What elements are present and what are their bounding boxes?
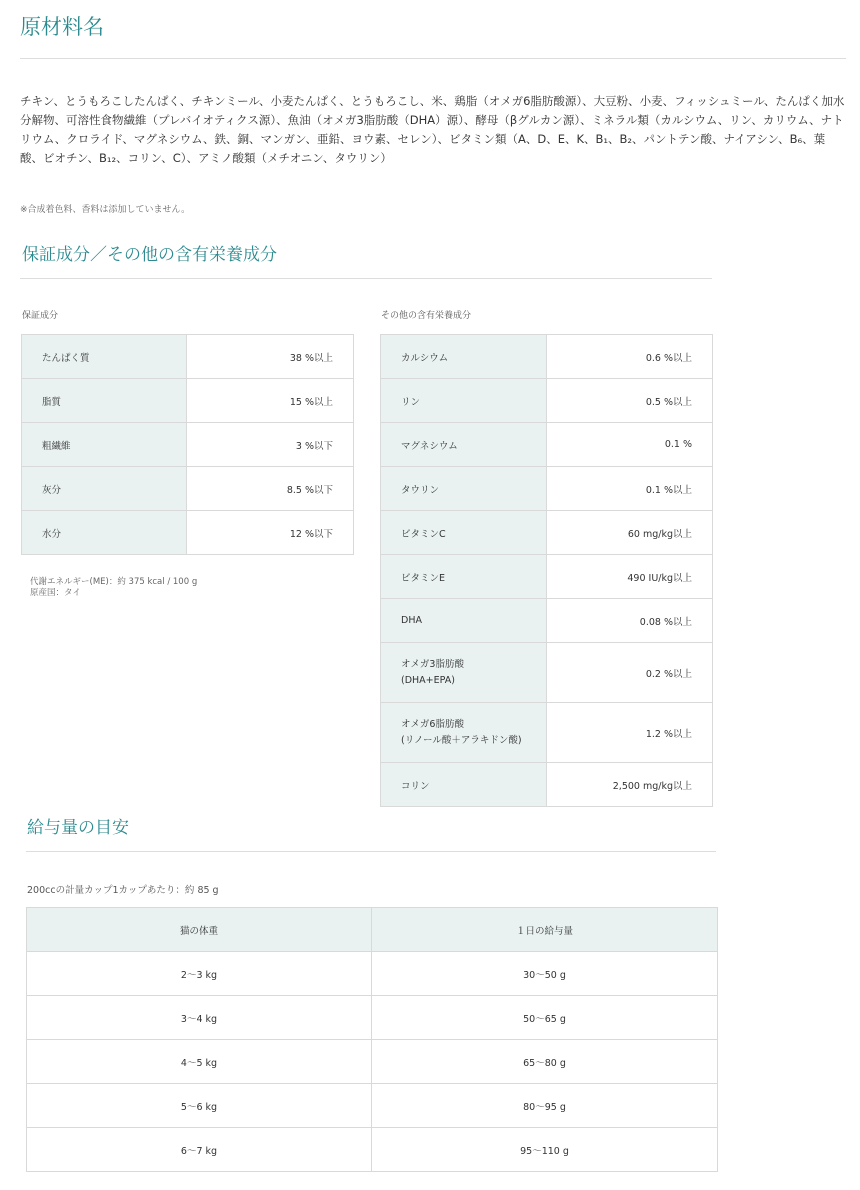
nutrient-name: タウリン (381, 467, 547, 511)
table-row (381, 423, 713, 467)
table-row (22, 335, 354, 379)
nutrient-value: 0.08 %以上 (547, 599, 713, 643)
nutrient-value: 38 %以上 (187, 335, 354, 379)
nutrient-name: コリン (381, 763, 547, 807)
daily-amount-cell: 65〜80 g (372, 1040, 718, 1084)
nutrient-name: 粗繊維 (22, 423, 187, 467)
nutrient-name: 水分 (22, 511, 187, 555)
nutrient-name: オメガ3脂肪酸 (DHA+EPA) (381, 643, 547, 703)
nutrient-name: リン (381, 379, 547, 423)
nutrient-name: カルシウム (381, 335, 547, 379)
table-row (381, 467, 713, 511)
nutrient-value: 0.1 % (547, 423, 713, 467)
ingredients-text: チキン、とうもろこしたんぱく、チキンミール、小麦たんぱく、とうもろこし、米、鶏脂（オメガ6脂肪酸源）、大豆粉、小麦、フィッシュミール、たんぱく加水分解物、可溶性食物繊維（プレバイオティクス源）、魚油（オメガ3脂肪酸（DHA）源）、酵母（βグルカン源）、ミネラル類（カルシウム、リン、カリウム、ナトリウム、クロライド、マグネシウム、鉄、銅、マンガン、亜鉛、ヨウ素、セレン）、ビタミン類（A、D、E、K、B₁、B₂、パントテン酸、ナイアシン、B₆、葉酸、ビオチン、B₁₂、コリン、C）、アミノ酸類（メチオニン、タウリン） (20, 94, 845, 165)
nutrient-value: 490 IU/kg以上 (547, 555, 713, 599)
feeding-table (26, 907, 718, 1172)
table-row (27, 1084, 718, 1128)
nutrient-name: オメガ6脂肪酸 (リノール酸＋アラキドン酸) (381, 703, 547, 763)
nutrient-value: 3 %以下 (187, 423, 354, 467)
daily-amount-cell: 50〜65 g (372, 996, 718, 1040)
table-row (22, 423, 354, 467)
nutrients-heading: 保証成分／その他の含有栄養成分 (22, 245, 277, 265)
cat-weight-cell: 5〜6 kg (27, 1084, 372, 1128)
table-row (381, 643, 713, 703)
other-nutrients-label: その他の含有栄養成分 (381, 311, 472, 321)
table-row (27, 996, 718, 1040)
table-row (381, 555, 713, 599)
guaranteed-label: 保証成分 (22, 311, 59, 321)
table-row (27, 952, 718, 996)
table-row (381, 379, 713, 423)
feeding-heading: 給与量の目安 (27, 818, 129, 838)
additive-note: ※合成着色料、香料は添加していません。 (20, 205, 191, 215)
table-row (381, 335, 713, 379)
cat-weight-cell: 2〜3 kg (27, 952, 372, 996)
table-row (381, 599, 713, 643)
nutrient-value: 60 mg/kg以上 (547, 511, 713, 555)
nutrient-value: 0.2 %以上 (547, 643, 713, 703)
nutrient-value: 0.5 %以上 (547, 379, 713, 423)
header-daily-amount: １日の給与量 (372, 908, 718, 952)
ingredients-heading: 原材料名 (20, 15, 104, 39)
table-row (381, 703, 713, 763)
nutrients-divider (20, 278, 712, 279)
daily-amount-cell: 80〜95 g (372, 1084, 718, 1128)
nutrient-value: 2,500 mg/kg以上 (547, 763, 713, 807)
daily-amount-cell: 30〜50 g (372, 952, 718, 996)
nutrient-name: マグネシウム (381, 423, 547, 467)
table-row (27, 1040, 718, 1084)
cat-weight-cell: 6〜7 kg (27, 1128, 372, 1172)
nutrient-name: DHA (381, 599, 547, 643)
nutrient-name: 灰分 (22, 467, 187, 511)
table-row (27, 1128, 718, 1172)
table-row (22, 467, 354, 511)
feeding-divider (26, 851, 716, 852)
energy-origin-note: 代謝エネルギー(ME)：約 375 kcal / 100 g 原産国：タイ (30, 577, 198, 598)
cat-weight-cell: 3〜4 kg (27, 996, 372, 1040)
table-row (22, 511, 354, 555)
nutrient-name: ビタミンE (381, 555, 547, 599)
nutrient-name: ビタミンC (381, 511, 547, 555)
header-cat-weight: 猫の体重 (27, 908, 372, 952)
nutrient-value: 1.2 %以上 (547, 703, 713, 763)
cat-weight-cell: 4〜5 kg (27, 1040, 372, 1084)
daily-amount-cell: 95〜110 g (372, 1128, 718, 1172)
nutrient-value: 0.1 %以上 (547, 467, 713, 511)
nutrient-value: 12 %以下 (187, 511, 354, 555)
feeding-header-row (27, 908, 718, 952)
guaranteed-table (21, 334, 354, 555)
nutrient-name: たんぱく質 (22, 335, 187, 379)
table-row (22, 379, 354, 423)
nutrient-name: 脂質 (22, 379, 187, 423)
nutrient-value: 8.5 %以下 (187, 467, 354, 511)
ingredients-divider (20, 58, 846, 59)
other-nutrients-table (380, 334, 713, 807)
table-row (381, 511, 713, 555)
cup-note: 200ccの計量カップ1カップあたり：約 85 g (27, 885, 219, 896)
table-row (381, 763, 713, 807)
nutrient-value: 0.6 %以上 (547, 335, 713, 379)
nutrient-value: 15 %以上 (187, 379, 354, 423)
